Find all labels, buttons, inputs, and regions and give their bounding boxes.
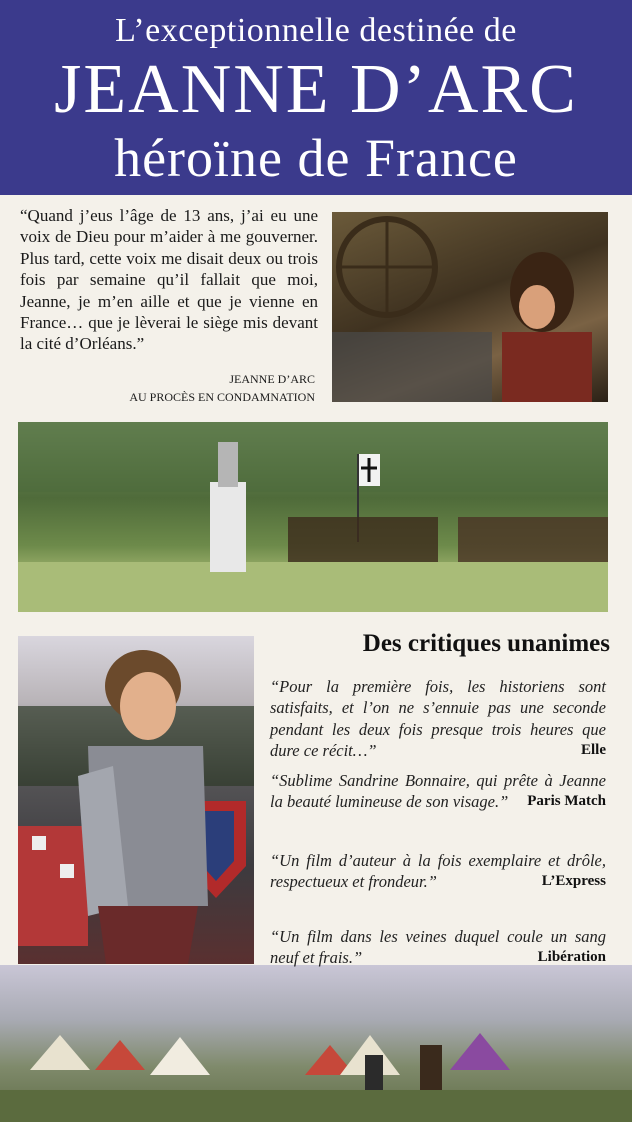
review-text: “Un film dans les veines duquel coule un sang neuf et frais.” (270, 927, 606, 968)
quote-context: AU PROCÈS EN CONDAMNATION (129, 390, 315, 404)
title-banner (0, 0, 632, 195)
photo-camp-panorama (0, 965, 632, 1122)
review-text: “Un film d’auteur à la fois exemplaire et drôle, respectueux et frondeur.” (270, 851, 606, 892)
quote-author: JEANNE D’ARC (229, 372, 315, 386)
review-source: Paris Match (527, 793, 606, 810)
photo-joan-armor (18, 636, 254, 964)
photo-joan-forge (332, 212, 608, 402)
review-paris-match (270, 770, 606, 813)
review-lexpress (270, 850, 606, 893)
review-elle (270, 676, 606, 762)
photo-knight-field (18, 422, 608, 612)
review-liberation (270, 926, 606, 969)
review-source: L’Express (541, 873, 606, 890)
quote-signature (129, 372, 315, 404)
review-source: Libération (537, 949, 606, 966)
title-line-3: héroïne de France (114, 128, 518, 188)
title-line-2: JEANNE D’ARC (54, 51, 578, 128)
review-text: “Pour la première fois, les historiens sont satisfaits, et l’on ne s’ennuie pas une seconde pendant les deux fois presque trois heures que dure ce récit…” (270, 677, 606, 761)
reviews-heading: Des critiques unanimes (362, 630, 610, 657)
review-text: “Sublime Sandrine Bonnaire, qui prête à Jeanne la beauté lumineuse de son visage.” (270, 771, 606, 812)
joan-quote: “Quand j’eus l’âge de 13 ans, j’ai eu une voix de Dieu pour m’aider à me gouverner. Plus tard, cette voix me disait deux ou trois fois par semaine qu’il fallait que moi, Jeanne, je m’en aille et que je vienne en France… que je lèverai le siège mis devant la cité d’Orléans.” (20, 206, 318, 354)
title-line-1: L’exceptionnelle destinée de (115, 12, 517, 49)
review-source: Elle (581, 742, 606, 759)
